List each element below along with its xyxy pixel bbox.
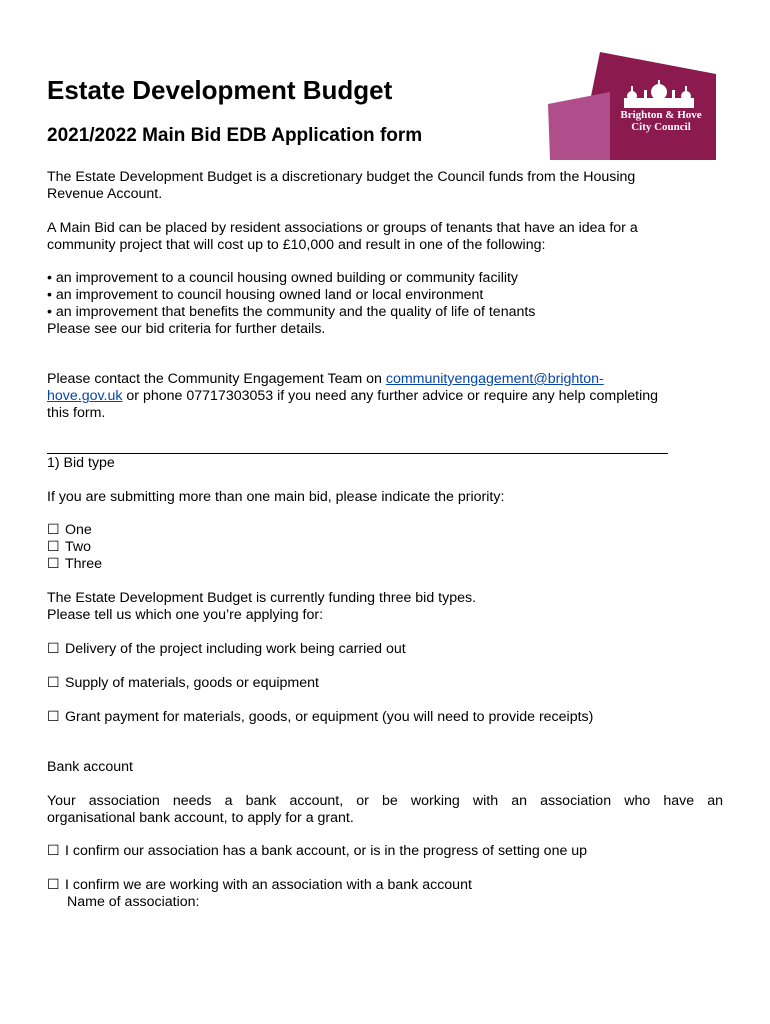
contact-prefix: Please contact the Community Engagement Team on: [47, 371, 386, 387]
funding-line-1: The Estate Development Budget is currently funding three bid types.: [47, 590, 477, 606]
logo-secondary-shape: [548, 92, 610, 160]
intro-p1-line-1: The Estate Development Budget is a discretionary budget the Council funds from the Housing: [47, 169, 636, 185]
checkbox-icon[interactable]: ☐: [47, 522, 60, 538]
option-label: Delivery of the project including work being carried out: [65, 641, 406, 657]
checkbox-icon[interactable]: ☐: [47, 675, 60, 691]
intro-p2-line-1: A Main Bid can be placed by resident associations or groups of tenants that have an idea for a: [47, 220, 638, 236]
checkbox-icon[interactable]: ☐: [47, 539, 60, 555]
priority-prompt: If you are submitting more than one main bid, please indicate the priority:: [47, 489, 505, 505]
priority-option-three[interactable]: [47, 556, 102, 573]
bid-type-delivery[interactable]: [47, 641, 406, 658]
intro-p1-line-2: Revenue Account.: [47, 186, 163, 202]
section-divider: [47, 453, 668, 454]
form-subtitle: 2021/2022 Main Bid EDB Application form: [47, 125, 423, 146]
priority-option-one[interactable]: [47, 522, 92, 539]
logo-graphic: [548, 52, 718, 162]
bid-type-heading: 1) Bid type: [47, 455, 115, 471]
option-label: One: [65, 522, 92, 538]
option-label: Three: [65, 556, 103, 572]
logo-line-2: City Council: [631, 121, 691, 133]
bank-line-1: Your association needs a bank account, or be working with an association who have an: [47, 793, 723, 809]
email-link[interactable]: communityengagement@brighton-: [385, 371, 604, 387]
logo-line-1: Brighton & Hove: [620, 109, 702, 121]
bank-confirm-own-account[interactable]: [47, 843, 587, 860]
intro-paragraph-2: [47, 220, 727, 254]
bank-line-2: organisational bank account, to apply for a grant.: [47, 810, 354, 826]
list-item: • an improvement to council housing owned land or local environment: [47, 287, 484, 303]
bid-type-supply[interactable]: [47, 675, 319, 692]
option-label: I confirm we are working with an association with a bank account: [65, 877, 472, 893]
option-label: Supply of materials, goods or equipment: [65, 675, 319, 691]
checkbox-icon[interactable]: ☐: [47, 641, 60, 657]
email-link-continued[interactable]: hove.gov.uk: [47, 388, 123, 404]
contact-line-3: this form.: [47, 405, 106, 421]
bullet-list: [47, 270, 727, 338]
criteria-note: Please see our bid criteria for further details.: [47, 321, 326, 337]
bid-type-grant[interactable]: [47, 709, 593, 726]
intro-p2-line-2: community project that will cost up to £10,000 and result in one of the following:: [47, 237, 546, 253]
checkbox-icon[interactable]: ☐: [47, 709, 60, 725]
option-label: Two: [65, 539, 92, 555]
checkbox-icon[interactable]: ☐: [47, 843, 60, 859]
bank-account-heading: Bank account: [47, 759, 133, 775]
list-item: • an improvement that benefits the community and the quality of life of tenants: [47, 304, 536, 320]
option-label: Grant payment for materials, goods, or equipment (you will need to provide receipts): [65, 709, 594, 725]
option-label: I confirm our association has a bank account, or is in the progress of setting one up: [65, 843, 588, 859]
logo-wordmark: [606, 109, 716, 133]
checkbox-icon[interactable]: ☐: [47, 556, 60, 572]
funding-line-2: Please tell us which one you’re applying for:: [47, 607, 324, 623]
bank-confirm-partner-account[interactable]: [47, 877, 472, 894]
bank-paragraph: [47, 793, 723, 827]
checkbox-icon[interactable]: ☐: [47, 877, 60, 893]
contact-paragraph: [47, 371, 727, 422]
intro-paragraph-1: [47, 169, 727, 203]
association-name-label: Name of association:: [67, 894, 200, 910]
funding-paragraph: [47, 590, 727, 624]
list-item: • an improvement to a council housing owned building or community facility: [47, 270, 519, 286]
page-title: Estate Development Budget: [47, 75, 393, 105]
priority-option-two[interactable]: [47, 539, 91, 556]
contact-suffix: or phone 07717303053 if you need any further advice or require any help completing: [122, 388, 659, 404]
council-logo: [548, 52, 718, 162]
